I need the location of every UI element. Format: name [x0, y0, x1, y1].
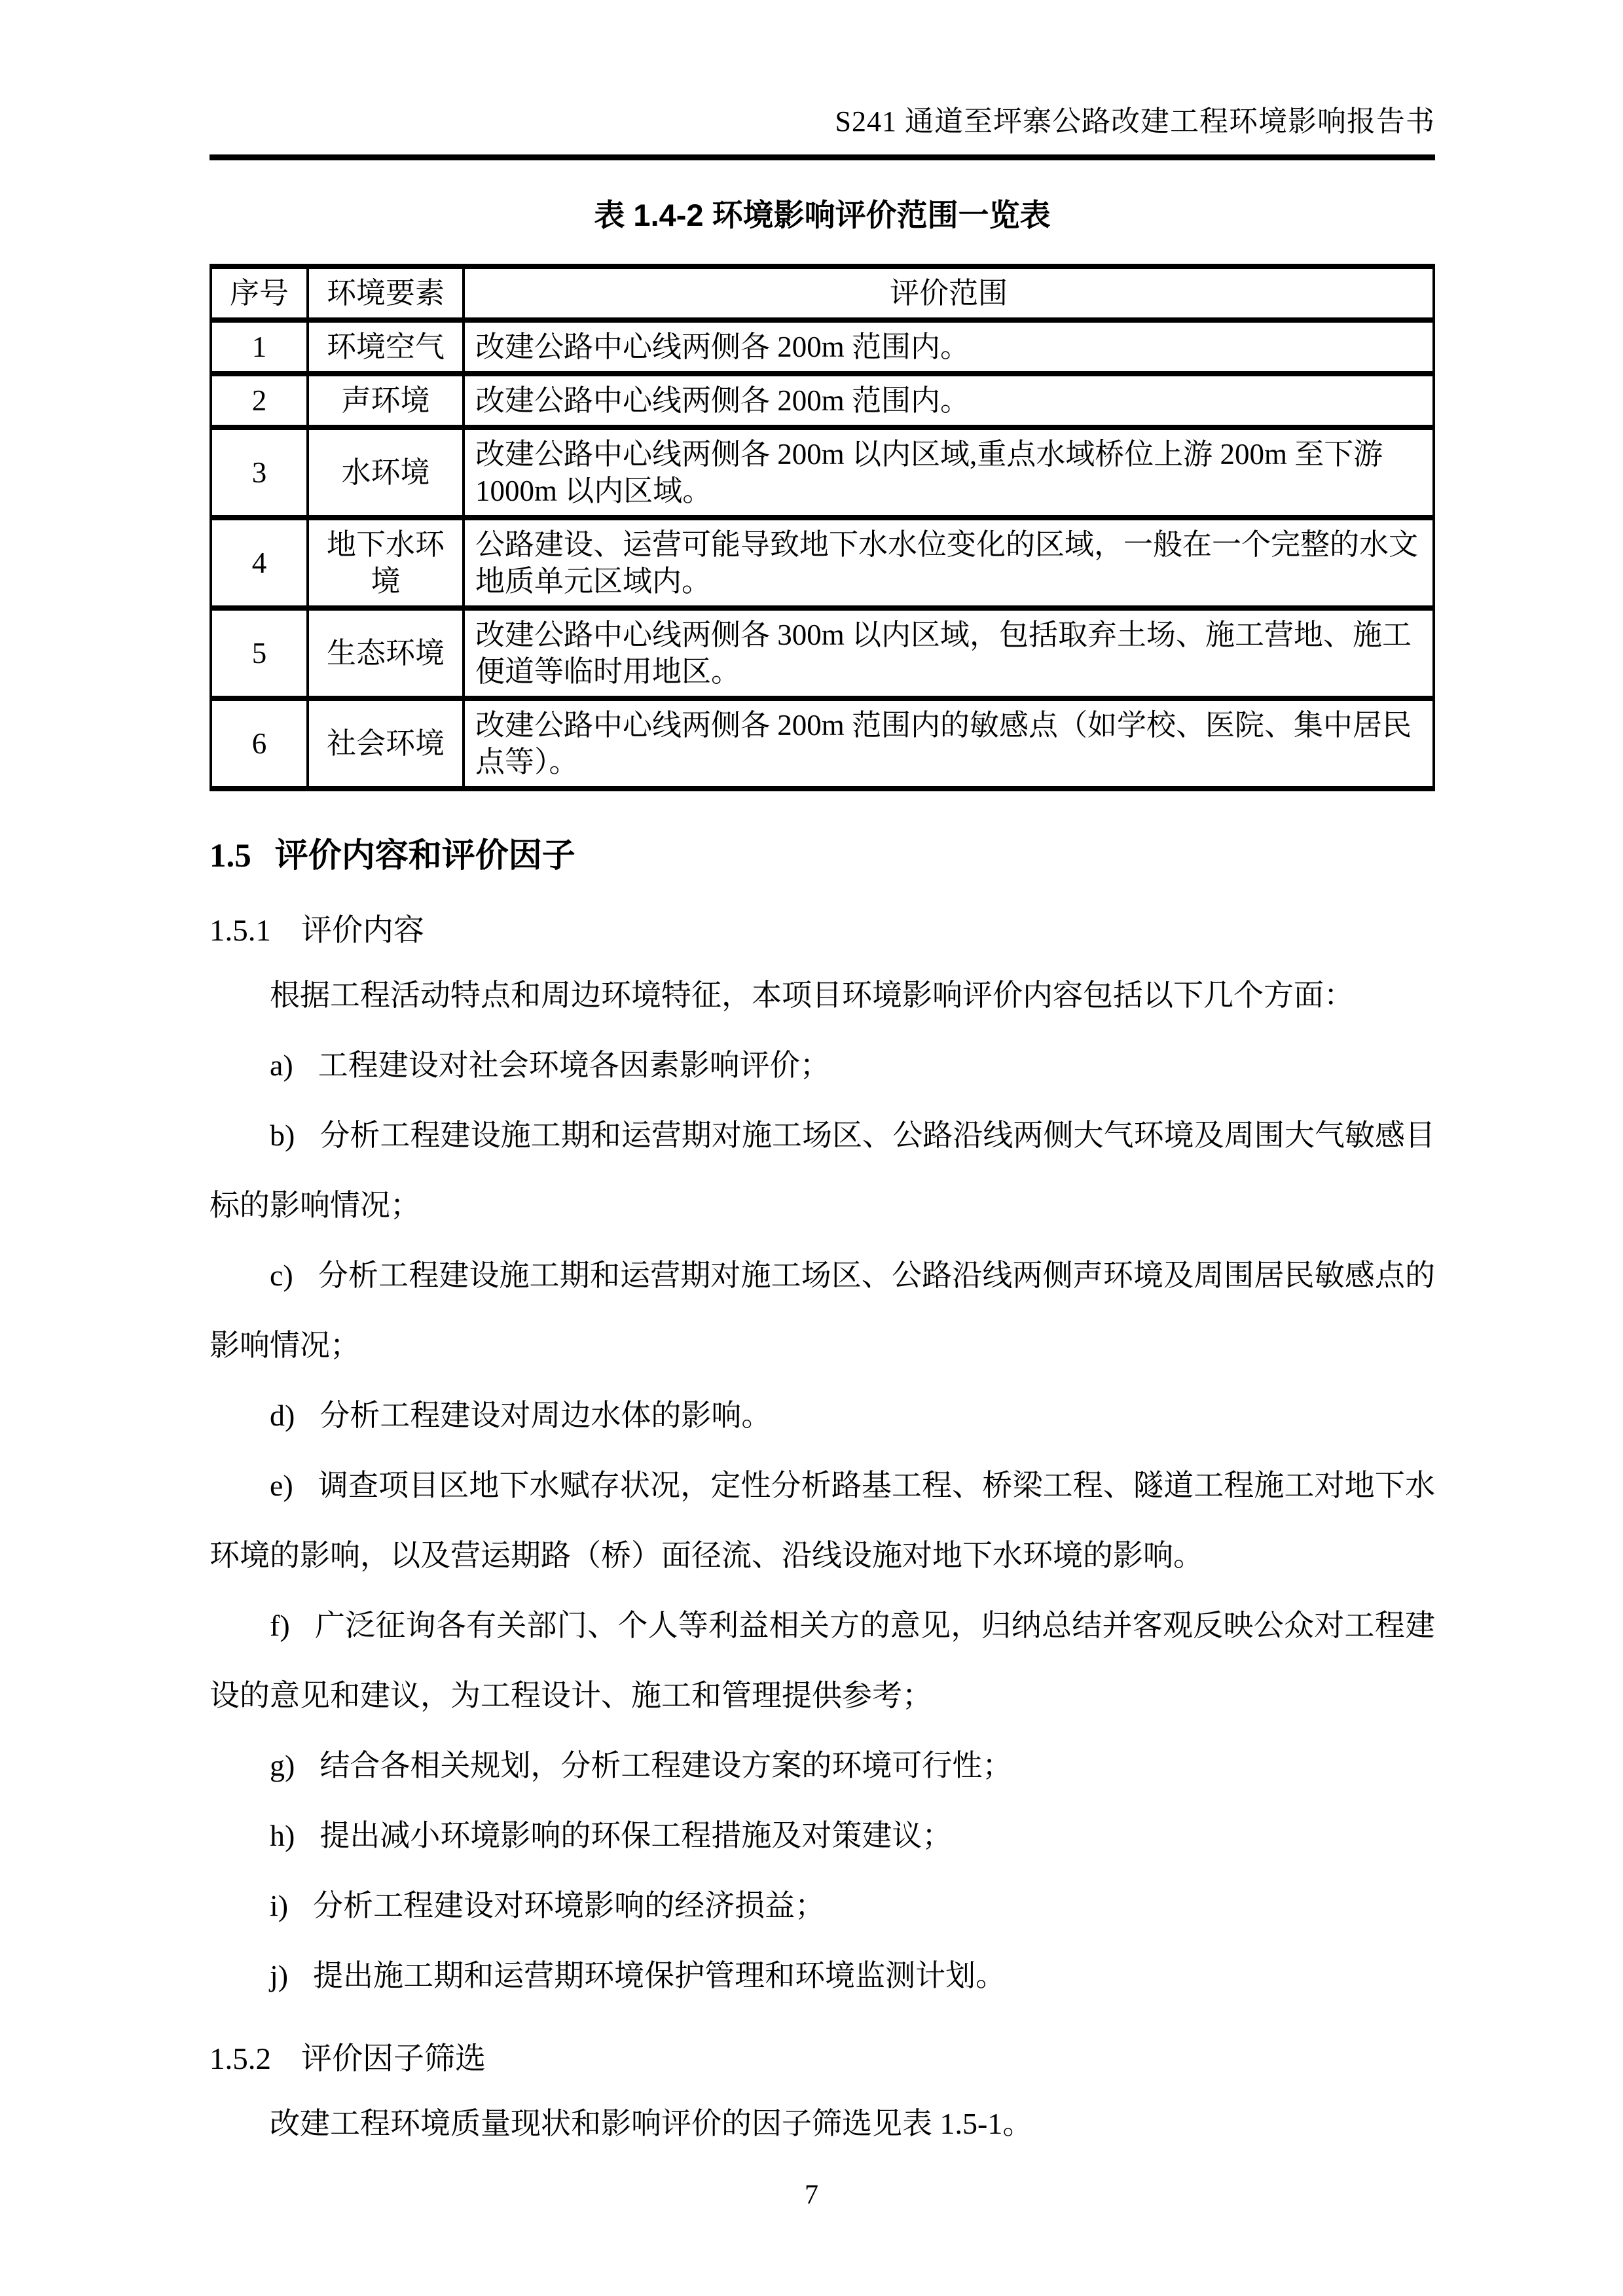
list-item [210, 1380, 1435, 1450]
list-item [210, 1941, 1435, 2011]
cell-no: 3 [211, 427, 308, 518]
cell-element: 声环境 [308, 374, 464, 427]
table-row [211, 374, 1434, 427]
item-text: 广泛征询各有关部门、个人等利益相关方的意见，归纳总结并客观反映公众对工程建设的意见和建议，为工程设计、施工和管理提供参考； [210, 1609, 1435, 1712]
item-marker: h) [270, 1819, 295, 1852]
section-number: 1.5 [210, 838, 251, 874]
column-header-scope: 评价范围 [464, 266, 1434, 320]
cell-no: 5 [211, 608, 308, 698]
item-text: 分析工程建设对环境影响的经济损益； [313, 1889, 826, 1922]
section-number: 1.5.1 [210, 914, 271, 948]
column-header-element: 环境要素 [308, 266, 464, 320]
section-body [210, 960, 1435, 2011]
header-title: S241 通道至坪寨公路改建工程环境影响报告书 [835, 105, 1435, 137]
item-text: 分析工程建设施工期和运营期对施工场区、公路沿线两侧声环境及周围居民敏感点的影响情况； [210, 1259, 1435, 1362]
column-header-no: 序号 [211, 266, 308, 320]
item-text: 结合各相关规划，分析工程建设方案的环境可行性； [319, 1749, 1013, 1782]
cell-scope: 改建公路中心线两侧各 200m 范围内。 [464, 374, 1434, 427]
item-marker: e) [270, 1469, 293, 1502]
intro-paragraph: 根据工程活动特点和周边环境特征，本项目环境影响评价内容包括以下几个方面： [270, 978, 1354, 1012]
table-header-row [211, 266, 1434, 320]
cell-no: 6 [211, 698, 308, 789]
closing-paragraph: 改建工程环境质量现状和影响评价的因子筛选见表 1.5-1。 [270, 2107, 1033, 2140]
item-marker: g) [270, 1749, 295, 1782]
page-number: 7 [805, 2180, 818, 2210]
item-marker: c) [270, 1259, 293, 1292]
list-item [210, 1801, 1435, 1871]
cell-element: 水环境 [308, 427, 464, 518]
list-item [210, 1731, 1435, 1801]
item-marker: f) [270, 1609, 290, 1642]
list-item [210, 1590, 1435, 1731]
item-text: 工程建设对社会环境各因素影响评价； [318, 1049, 830, 1082]
table-row [211, 608, 1434, 698]
table-row [211, 698, 1434, 789]
item-marker: j) [270, 1959, 289, 1992]
section-heading-1-5-2 [210, 2029, 1435, 2089]
section-title: 评价内容和评价因子 [274, 836, 575, 874]
item-text: 提出减小环境影响的环保工程措施及对策建议； [319, 1819, 953, 1852]
cell-element: 环境空气 [308, 320, 464, 374]
cell-no: 2 [211, 374, 308, 427]
evaluation-scope-table [210, 264, 1435, 791]
table-row [211, 518, 1434, 608]
cell-scope: 改建公路中心线两侧各 200m 范围内的敏感点（如学校、医院、集中居民点等）。 [464, 698, 1434, 789]
cell-no: 1 [211, 320, 308, 374]
section-title: 评价内容 [301, 912, 424, 947]
list-item [210, 1030, 1435, 1100]
list-item [210, 1240, 1435, 1380]
cell-scope: 公路建设、运营可能导致地下水水位变化的区域，一般在一个完整的水文地质单元区域内。 [464, 518, 1434, 608]
cell-no: 4 [211, 518, 308, 608]
section-title: 评价因子筛选 [301, 2041, 486, 2075]
list-item [210, 1100, 1435, 1240]
cell-element: 社会环境 [308, 698, 464, 789]
table-row [211, 427, 1434, 518]
running-header [210, 103, 1435, 160]
item-marker: a) [270, 1049, 293, 1082]
list-item [210, 1450, 1435, 1590]
section-number: 1.5.2 [210, 2042, 271, 2076]
table-caption: 表 1.4-2 环境影响评价范围一览表 [594, 198, 1051, 232]
item-text: 分析工程建设对周边水体的影响。 [319, 1399, 772, 1432]
list-item [210, 1871, 1435, 1941]
item-text: 调查项目区地下水赋存状况，定性分析路基工程、桥梁工程、隧道工程施工对地下水环境的影响，以及营运期路（桥）面径流、沿线设施对地下水环境的影响。 [210, 1469, 1435, 1572]
section-heading-1-5 [210, 829, 1435, 882]
item-text: 分析工程建设施工期和运营期对施工场区、公路沿线两侧大气环境及周围大气敏感目标的影响情况； [210, 1119, 1435, 1222]
table-row [211, 320, 1434, 374]
cell-scope: 改建公路中心线两侧各 200m 以内区域,重点水域桥位上游 200m 至下游 1000m 以内区域。 [464, 427, 1434, 518]
item-marker: d) [270, 1399, 295, 1432]
cell-scope: 改建公路中心线两侧各 200m 范围内。 [464, 320, 1434, 374]
header-rule [210, 154, 1435, 160]
section-heading-1-5-1 [210, 901, 1435, 960]
section-body [210, 2089, 1435, 2159]
cell-element: 生态环境 [308, 608, 464, 698]
cell-element: 地下水环境 [308, 518, 464, 608]
cell-scope: 改建公路中心线两侧各 300m 以内区域，包括取弃土场、施工营地、施工便道等临时用地区。 [464, 608, 1434, 698]
item-text: 提出施工期和运营期环境保护管理和环境监测计划。 [313, 1959, 1006, 1992]
item-marker: i) [270, 1889, 289, 1922]
item-marker: b) [270, 1119, 295, 1152]
